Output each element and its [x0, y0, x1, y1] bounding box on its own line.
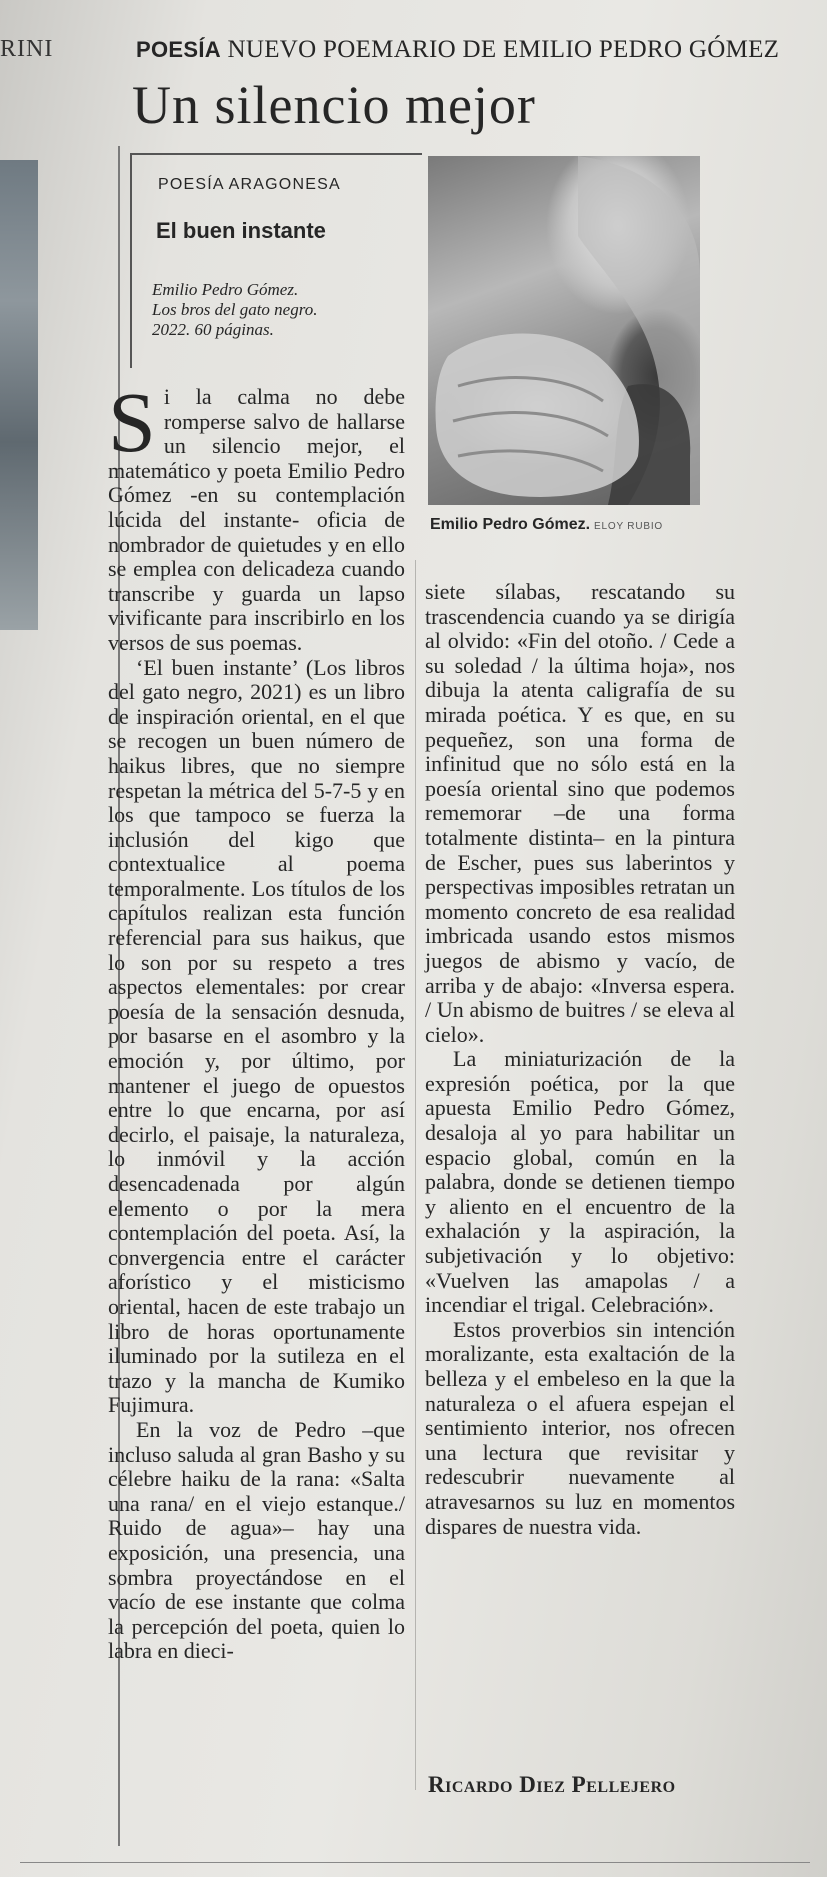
adjacent-article-text: RINI: [0, 36, 54, 62]
author-photo: [428, 156, 700, 505]
drop-cap: S: [108, 374, 156, 470]
kicker-text: NUEVO POEMARIO DE EMILIO PEDRO GÓMEZ: [227, 36, 780, 63]
article-paragraph: ‘El buen instante’ (Los libros del gato negro, 2021) es un libro de inspiración oriental, en el que se recogen un buen número de haikus libres, que no siempre respetan la métrica del 5-7-5 y en los que tampoco se fuerza la inclusión del kigo que contextualice al poema temporalmente. Los títulos de los capítulos realizan esta función referencial para sus haikus, que lo son por su respeto a tres aspectos elementales: por crear poesía de la sensación desnuda, por basarse en el asombro y la emoción y, por último, por mantener el juego de opuestos entre lo que encarna, por así decirlo, el paisaje, la naturaleza, lo inmóvil y la acción desencadenada por algún elemento o por la mera contemplación del poeta. Así, la convergencia entre el carácter aforístico y el misticismo oriental, hacen de este trabajo un libro de horas oportunamente iluminado por la sutileza en el trazo y la mancha de Kumiko Fujimura.: [108, 654, 405, 1418]
article-paragraph: siete sílabas, rescatando su trascendencia cuando ya se dirigía al olvido: «Fin del otoño. / Cede a su soledad / la última hoja», nos dibuja la atenta caligrafía de su mirada poética. Y es que, en su pequeñez, son una forma de infinitud que no sólo está en la poesía oriental sino que podemos rememorar –de una forma totalmente distinta– en la pintura de Escher, pues sus laberintos y perspectivas imposibles retratan un momento concreto de esa realidad imbricada usando estos mismos juegos de abismo y vacío, de arriba y de abajo: «Inversa espera. / Un abismo de buitres / se eleva al cielo».: [425, 579, 735, 1047]
infobox-border: [130, 153, 422, 155]
paragraph-text: i la calma no debe romperse salvo de hallarse un silencio mejor, el matemático y poeta Emilio Pedro Gómez -en su contemplación lúcida del instante- oficia de nombrador de quietudes y en ello se emplea con delicadeza cuando transcribe y guarda un lapso vivificante para inscribirlo en los versos de sus poemas.: [108, 384, 405, 655]
caption-name: Emilio Pedro Gómez.: [430, 516, 591, 533]
infobox-border-side: [130, 153, 132, 368]
kicker-section: POESÍA: [136, 37, 221, 62]
infobox-section: POESÍA ARAGONESA: [158, 176, 341, 193]
photo-caption: [430, 516, 663, 534]
book-title: El buen instante: [156, 218, 326, 243]
byline: Ricardo Diez Pellejero: [428, 1772, 676, 1797]
column-divider-middle: [415, 560, 416, 1790]
headline: Un silencio mejor: [132, 75, 536, 135]
book-details: 2022. 60 páginas.: [152, 320, 274, 339]
book-author: Emilio Pedro Gómez.: [152, 280, 299, 299]
caption-credit: ELOY RUBIO: [594, 521, 663, 532]
article-column-1: [108, 374, 405, 1664]
book-info: [152, 280, 317, 340]
article-paragraph: Estos proverbios sin intención moralizante, esta exaltación de la belleza y el embeleso en la que la naturaleza o el afuera espejan el sentimiento interior, nos ofrecen una lectura que revisitar y redescubrir nuevamente al atravesarnos su luz en momentos dispares de nuestra vida.: [425, 1316, 735, 1539]
book-publisher: Los bros del gato negro.: [152, 300, 318, 319]
adjacent-article-photo: [0, 160, 38, 630]
author-photo-illustration: [428, 156, 700, 505]
article-column-2: [425, 580, 735, 1539]
article-paragraph: En la voz de Pedro –que incluso saluda al gran Basho y su célebre haiku de la rana: «Salta una rana/ en el viejo estanque./ Ruido de agua»– hay una exposición, una presencia, una sombra proyectándose en el vacío de ese instante que colma la percepción del poeta, quien lo labra en dieci-: [108, 1416, 405, 1664]
article-paragraph: La miniaturización de la expresión poética, por la que apuesta Emilio Pedro Gómez, desaloja al yo para habilitar un espacio global, común en la palabra, donde se detienen tiempo y aliento en el encuentro de la exhalación y la aspiración, la subjetivación y lo objetivo: «Vuelven las amapolas / a incendiar el trigal. Celebración».: [425, 1046, 735, 1318]
kicker: [136, 36, 779, 64]
article-paragraph: [108, 374, 405, 656]
page-bottom-rule: [20, 1862, 810, 1863]
